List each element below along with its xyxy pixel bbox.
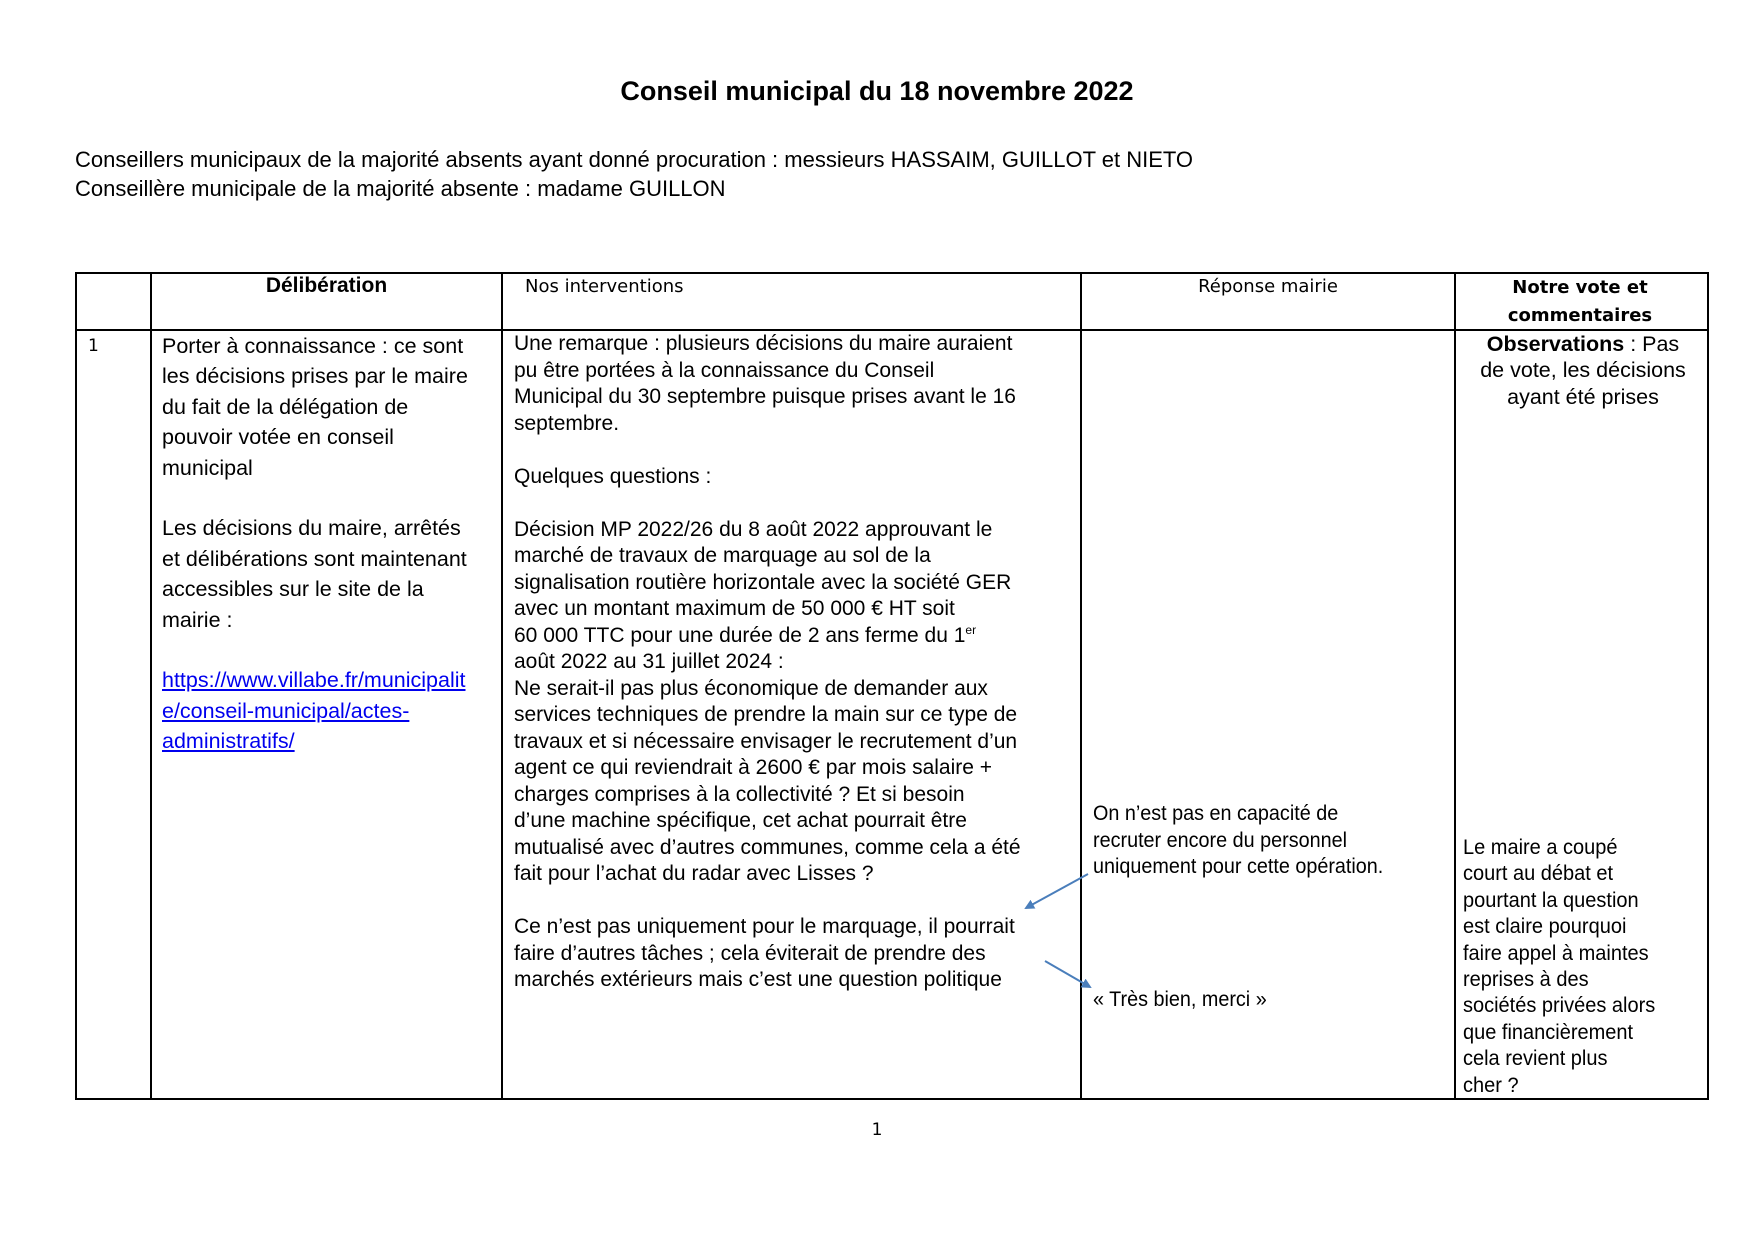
header-deliberation: Délibération xyxy=(265,274,388,297)
intro-absent: Conseillère municipale de la majorité absente : madame GUILLON xyxy=(75,176,726,201)
observations-text: : Pas de vote, les décisions ayant été prises xyxy=(1480,332,1686,409)
row-number: 1 xyxy=(88,336,99,356)
reponse-thanks: « Très bien, merci » xyxy=(1093,987,1267,1011)
header-vote: Notre vote et commentaires xyxy=(1507,277,1653,326)
arrow-icon xyxy=(1045,961,1090,987)
observations-label: Observations xyxy=(1486,332,1625,356)
deliberation-access-text: Les décisions du maire, arrêtés et délibérations sont maintenant accessibles sur le site de la mairie : xyxy=(162,516,467,632)
decision-text: Décision MP 2022/26 du 8 août 2022 approuvant le marché de travaux de marquage au sol de la signalisation routière horizontale avec la société GER avec un montant maximum de 50 000 € HT soit 60 000 TTC pour une durée de 2 ans ferme du 1 xyxy=(514,517,1012,647)
vote-comment: Le maire a coupé court au débat et pourtant la question est claire pourquoi faire appel à maintes reprises à des sociétés privées alors que financièrement cela revient plus cher ? xyxy=(1463,835,1656,1097)
deliberation-text: Porter à connaissance : ce sont les décisions prises par le maire du fait de la délégation de pouvoir votée en conseil municipal xyxy=(162,334,468,480)
page-number: 1 xyxy=(871,1120,883,1140)
actes-administratifs-link[interactable]: https://www.villabe.fr/municipalit e/conseil-municipal/actes- administratifs/ xyxy=(162,668,466,754)
intervention-questions-label: Quelques questions : xyxy=(514,464,712,488)
header-reponse: Réponse mairie xyxy=(1198,276,1338,297)
ordinal-superscript: er xyxy=(965,622,977,637)
arrow-icon xyxy=(1026,874,1088,908)
reponse-text: On n’est pas en capacité de recruter encore du personnel uniquement pour cette opération. xyxy=(1093,801,1384,878)
decision-question-text: août 2022 au 31 juillet 2024 : Ne serait-il pas plus économique de demander aux services techniques de prendre la main sur ce type de travaux et si nécessaire envisager le recrutement d’un agent ce qui reviendrait à 2600 € par mois salaire + charges comprises à la collectivité ? Et si besoin d’une machine spécifique, cet achat pourrait être mutualisé avec d’autres communes, comme cela a été fait pour l’achat du radar avec Lisses ? xyxy=(514,650,1021,885)
page-title: Conseil municipal du 18 novembre 2022 xyxy=(620,76,1134,106)
intervention-followup: Ce n’est pas uniquement pour le marquage, il pourrait faire d’autres tâches ; cela éviterait de prendre des marchés extérieurs mais c’est une question politique xyxy=(514,915,1015,991)
header-interventions: Nos interventions xyxy=(525,276,684,297)
intro-absent-proxy: Conseillers municipaux de la majorité absents ayant donné procuration : messieurs HASSAIM, GUILLOT et NIETO xyxy=(75,147,1194,172)
intervention-remark: Une remarque : plusieurs décisions du maire auraient pu être portées à la connaissance du Conseil Municipal du 30 septembre puisque prises avant le 16 septembre. xyxy=(514,332,1016,435)
